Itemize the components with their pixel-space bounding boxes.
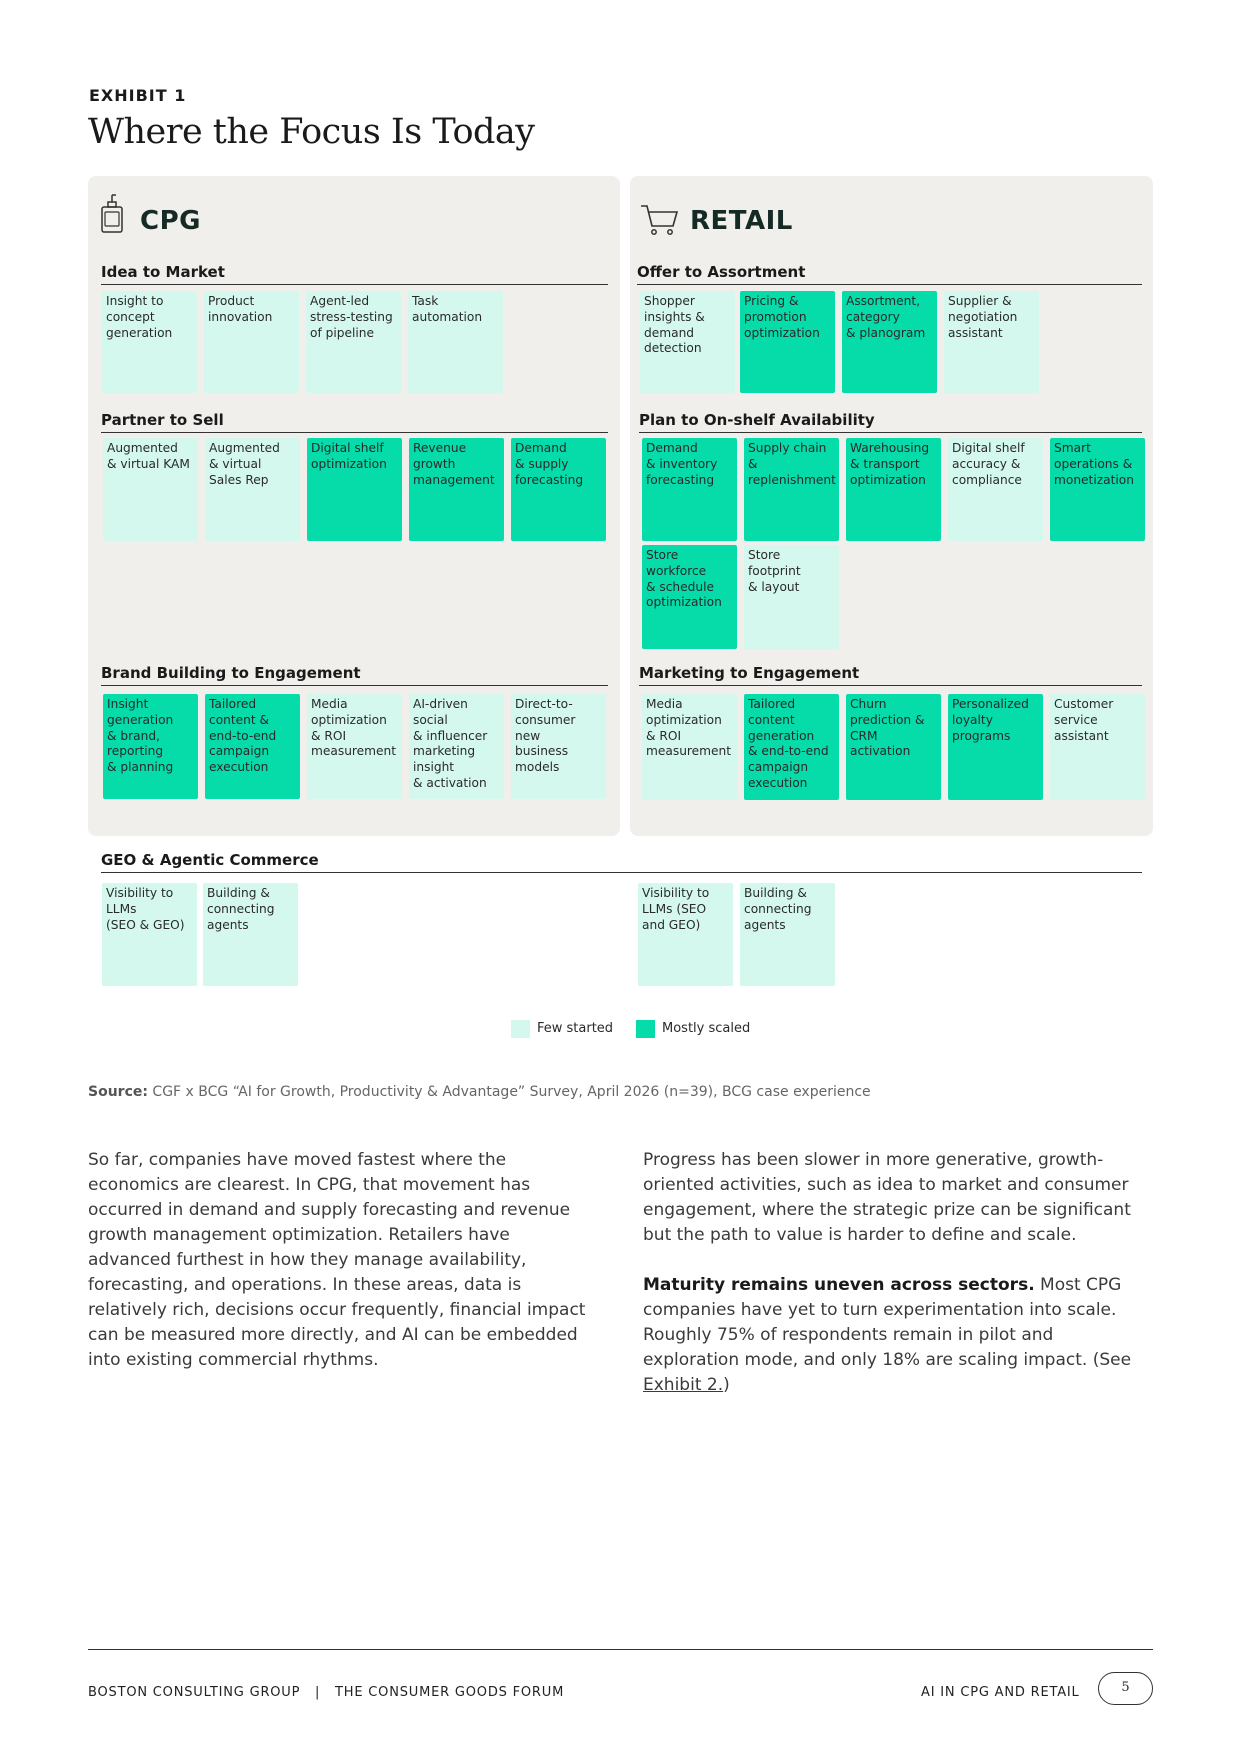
cpg-use-case-tile: Demand & supply forecasting bbox=[511, 438, 606, 541]
cpg-use-case-tile: Agent-led stress-testing of pipeline bbox=[306, 291, 401, 393]
paragraph-end: ) bbox=[723, 1375, 730, 1395]
section-title: Marketing to Engagement bbox=[639, 664, 1142, 686]
retail-use-case-tile: Building & connecting agents bbox=[740, 883, 835, 986]
retail-use-case-tile: Store footprint & layout bbox=[744, 545, 839, 649]
cpg-use-case-tile: Building & connecting agents bbox=[203, 883, 298, 986]
section-title: Plan to On-shelf Availability bbox=[639, 411, 1142, 433]
retail-use-case-tile: Supplier & negotiation assistant bbox=[944, 291, 1039, 393]
legend-swatch-few bbox=[511, 1020, 530, 1038]
body-paragraph: So far, companies have moved fastest where the economics are clearest. In CPG, that movement has occurred in demand and supply forecasting and revenue growth management optimization. Retailers have advanced furthest in how they manage availability, forecasting, and operations. In these areas, data is relatively rich, decisions occur frequently, financial impact can be measured more directly, and AI can be embedded into existing commercial rhythms. bbox=[88, 1150, 586, 1370]
body-paragraph bbox=[643, 1273, 1153, 1398]
cpg-use-case-tile: Media optimization & ROI measurement bbox=[307, 694, 402, 799]
cpg-use-case-tile: Digital shelf optimization bbox=[307, 438, 402, 541]
cpg-use-case-tile: AI-driven social & influencer marketing insight & activation bbox=[409, 694, 504, 799]
cpg-use-case-tile: Visibility to LLMs (SEO & GEO) bbox=[102, 883, 197, 986]
source-label: Source: bbox=[88, 1084, 148, 1100]
legend-swatch-scaled bbox=[636, 1020, 655, 1038]
retail-use-case-tile: Tailored content generation & end-to-end campaign execution bbox=[744, 694, 839, 800]
retail-use-case-tile: Personalized loyalty programs bbox=[948, 694, 1043, 800]
shopping-cart-icon bbox=[640, 204, 678, 236]
legend-label-scaled: Mostly scaled bbox=[662, 1021, 751, 1036]
cpg-use-case-tile: Augmented & virtual Sales Rep bbox=[205, 438, 300, 541]
body-paragraph: Progress has been slower in more generative, growth-oriented activities, such as idea to market and consumer engagement, where the strategic prize can be significant but the path to value is harder to define and scale. bbox=[643, 1150, 1131, 1245]
cpg-use-case-tile: Insight to concept generation bbox=[102, 291, 197, 393]
cpg-use-case-tile: Revenue growth management bbox=[409, 438, 504, 541]
exhibit-title: Where the Focus Is Today bbox=[88, 112, 535, 152]
exhibit-label: EXHIBIT 1 bbox=[89, 86, 187, 105]
footer-left: BOSTON CONSULTING GROUP | THE CONSUMER GOODS FORUM bbox=[88, 1685, 565, 1700]
cpg-use-case-tile: Product innovation bbox=[204, 291, 299, 393]
retail-use-case-tile: Assortment, category & planogram bbox=[842, 291, 937, 393]
bottle-icon bbox=[100, 194, 124, 234]
footer-right: AI IN CPG AND RETAIL bbox=[921, 1685, 1080, 1700]
source-text: CGF x BCG “AI for Growth, Productivity & Advantage” Survey, April 2026 (n=39), BCG case experience bbox=[147, 1084, 871, 1100]
retail-use-case-tile: Visibility to LLMs (SEO and GEO) bbox=[638, 883, 733, 986]
retail-use-case-tile: Churn prediction & CRM activation bbox=[846, 694, 941, 800]
retail-use-case-tile: Customer service assistant bbox=[1050, 694, 1145, 800]
section-title: Brand Building to Engagement bbox=[101, 664, 608, 686]
retail-use-case-tile: Smart operations & monetization bbox=[1050, 438, 1145, 541]
section-title: Idea to Market bbox=[101, 263, 608, 285]
legend-label-few: Few started bbox=[537, 1021, 614, 1036]
cpg-use-case-tile: Direct-to- consumer new business models bbox=[511, 694, 606, 799]
retail-use-case-tile: Store workforce & schedule optimization bbox=[642, 545, 737, 649]
exhibit-2-link[interactable]: Exhibit 2. bbox=[643, 1375, 724, 1395]
retail-use-case-tile: Demand & inventory forecasting bbox=[642, 438, 737, 541]
retail-use-case-tile: Shopper insights & demand detection bbox=[640, 291, 735, 393]
section-title: Partner to Sell bbox=[101, 411, 608, 433]
source-note bbox=[88, 1084, 871, 1100]
retail-use-case-tile: Digital shelf accuracy & compliance bbox=[948, 438, 1043, 541]
retail-use-case-tile: Warehousing & transport optimization bbox=[846, 438, 941, 541]
retail-use-case-tile: Media optimization & ROI measurement bbox=[642, 694, 737, 800]
cpg-use-case-tile: Task automation bbox=[408, 291, 503, 393]
body-right-column bbox=[643, 1148, 1153, 1423]
cpg-use-case-tile: Augmented & virtual KAM bbox=[103, 438, 198, 541]
page-number: 5 bbox=[1098, 1672, 1153, 1705]
cpg-heading: CPG bbox=[140, 206, 201, 236]
footer-rule bbox=[88, 1649, 1153, 1650]
body-left-column bbox=[88, 1148, 598, 1398]
retail-use-case-tile: Supply chain & replenishment bbox=[744, 438, 839, 541]
paragraph-lead: Maturity remains uneven across sectors. bbox=[643, 1275, 1035, 1295]
retail-heading: RETAIL bbox=[690, 206, 793, 236]
cpg-use-case-tile: Tailored content & end-to-end campaign execution bbox=[205, 694, 300, 799]
section-title: GEO & Agentic Commerce bbox=[101, 851, 1142, 873]
paragraph-text: Most CPG companies have yet to turn experimentation into scale. Roughly 75% of respondents remain in pilot and exploration mode, and only 18% are scaling impact. (See bbox=[643, 1275, 1132, 1370]
retail-use-case-tile: Pricing & promotion optimization bbox=[740, 291, 835, 393]
cpg-use-case-tile: Insight generation & brand, reporting & planning bbox=[103, 694, 198, 799]
section-title: Offer to Assortment bbox=[637, 263, 1142, 285]
